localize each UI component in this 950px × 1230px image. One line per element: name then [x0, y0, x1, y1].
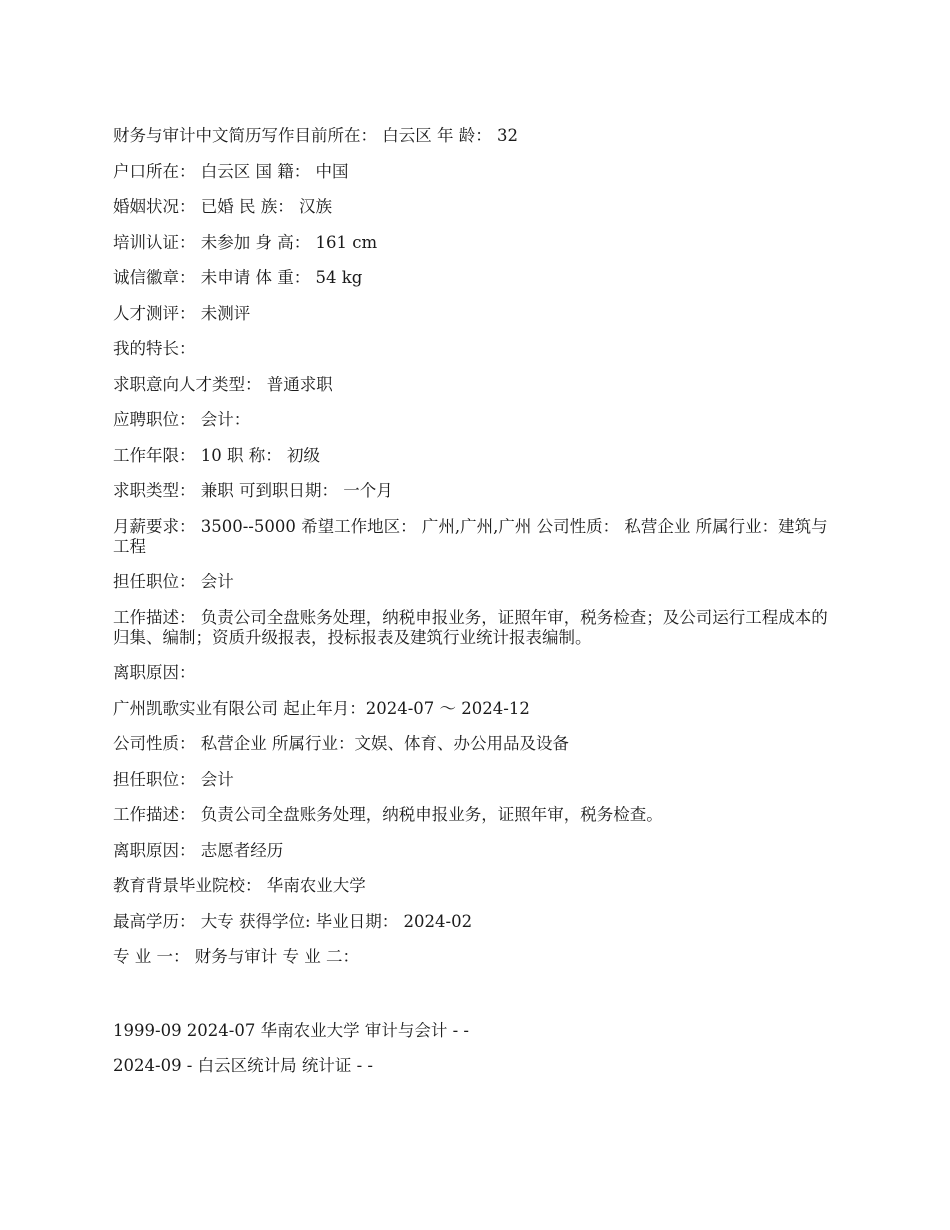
- resume-line-position-held-1: 担任职位： 会计: [113, 572, 234, 591]
- resume-line-training-height: 培训认证： 未参加 身 高： 161 cm: [113, 232, 378, 252]
- resume-line-location-age: 财务与审计中文简历写作目前所在： 白云区 年 龄： 32: [113, 126, 518, 145]
- resume-content: [113, 126, 833, 1092]
- certificate-history-row: 2024-09 - 白云区统计局 统计证 - -: [113, 1056, 374, 1075]
- resume-line-education-degree: 最高学历： 大专 获得学位: 毕业日期： 2024-02: [113, 911, 473, 931]
- resume-line-leave-reason-1: 离职原因：: [113, 663, 196, 682]
- resume-line-assessment: 人才测评： 未测评: [113, 303, 251, 323]
- resume-line-marital-ethnicity: 婚姻状况： 已婚 民 族： 汉族: [113, 197, 332, 216]
- resume-line-badge-weight: 诚信徽章： 未申请 体 重： 54 kg: [113, 268, 363, 287]
- resume-line-majors: 专 业 一： 财务与审计 专 业 二：: [113, 947, 359, 966]
- resume-line-education-school: 教育背景毕业院校： 华南农业大学: [113, 876, 366, 895]
- education-history-row: 1999-09 2024-07 华南农业大学 审计与会计 - -: [113, 1020, 469, 1040]
- section-spacer: [113, 983, 833, 1021]
- resume-line-talent-type: 求职意向人才类型： 普通求职: [113, 374, 333, 394]
- resume-line-job-description-1: 工作描述： 负责公司全盘账务处理，纳税申报业务，证照年审，税务检查；及公司运行工程成本的归集、编制；资质升级报表，投标报表及建筑行业统计报表编制。: [113, 607, 828, 647]
- resume-line-job-type-availability: 求职类型： 兼职 可到职日期： 一个月: [113, 481, 393, 500]
- resume-line-company-period: 广州凯歌实业有限公司 起止年月：2024-07 ～ 2024-12: [113, 698, 530, 718]
- resume-line-company-nature-industry: 公司性质： 私营企业 所属行业：文娱、体育、办公用品及设备: [113, 734, 569, 753]
- resume-line-salary-region: 月薪要求： 3500--5000 希望工作地区： 广州,广州,广州 公司性质： 私营企业 所属行业：建筑与工程: [113, 516, 828, 556]
- resume-line-hukou-nationality: 户口所在： 白云区 国 籍： 中国: [113, 161, 349, 181]
- resume-line-job-description-2: 工作描述： 负责公司全盘账务处理，纳税申报业务，证照年审，税务检查。: [113, 805, 663, 824]
- resume-line-position-held-2: 担任职位： 会计: [113, 769, 234, 789]
- resume-line-position-applied: 应聘职位： 会计：: [113, 410, 251, 429]
- resume-line-work-years-title: 工作年限： 10 职 称： 初级: [113, 445, 320, 465]
- resume-line-leave-reason-2: 离职原因： 志愿者经历: [113, 840, 284, 860]
- resume-line-specialty: 我的特长：: [113, 339, 196, 358]
